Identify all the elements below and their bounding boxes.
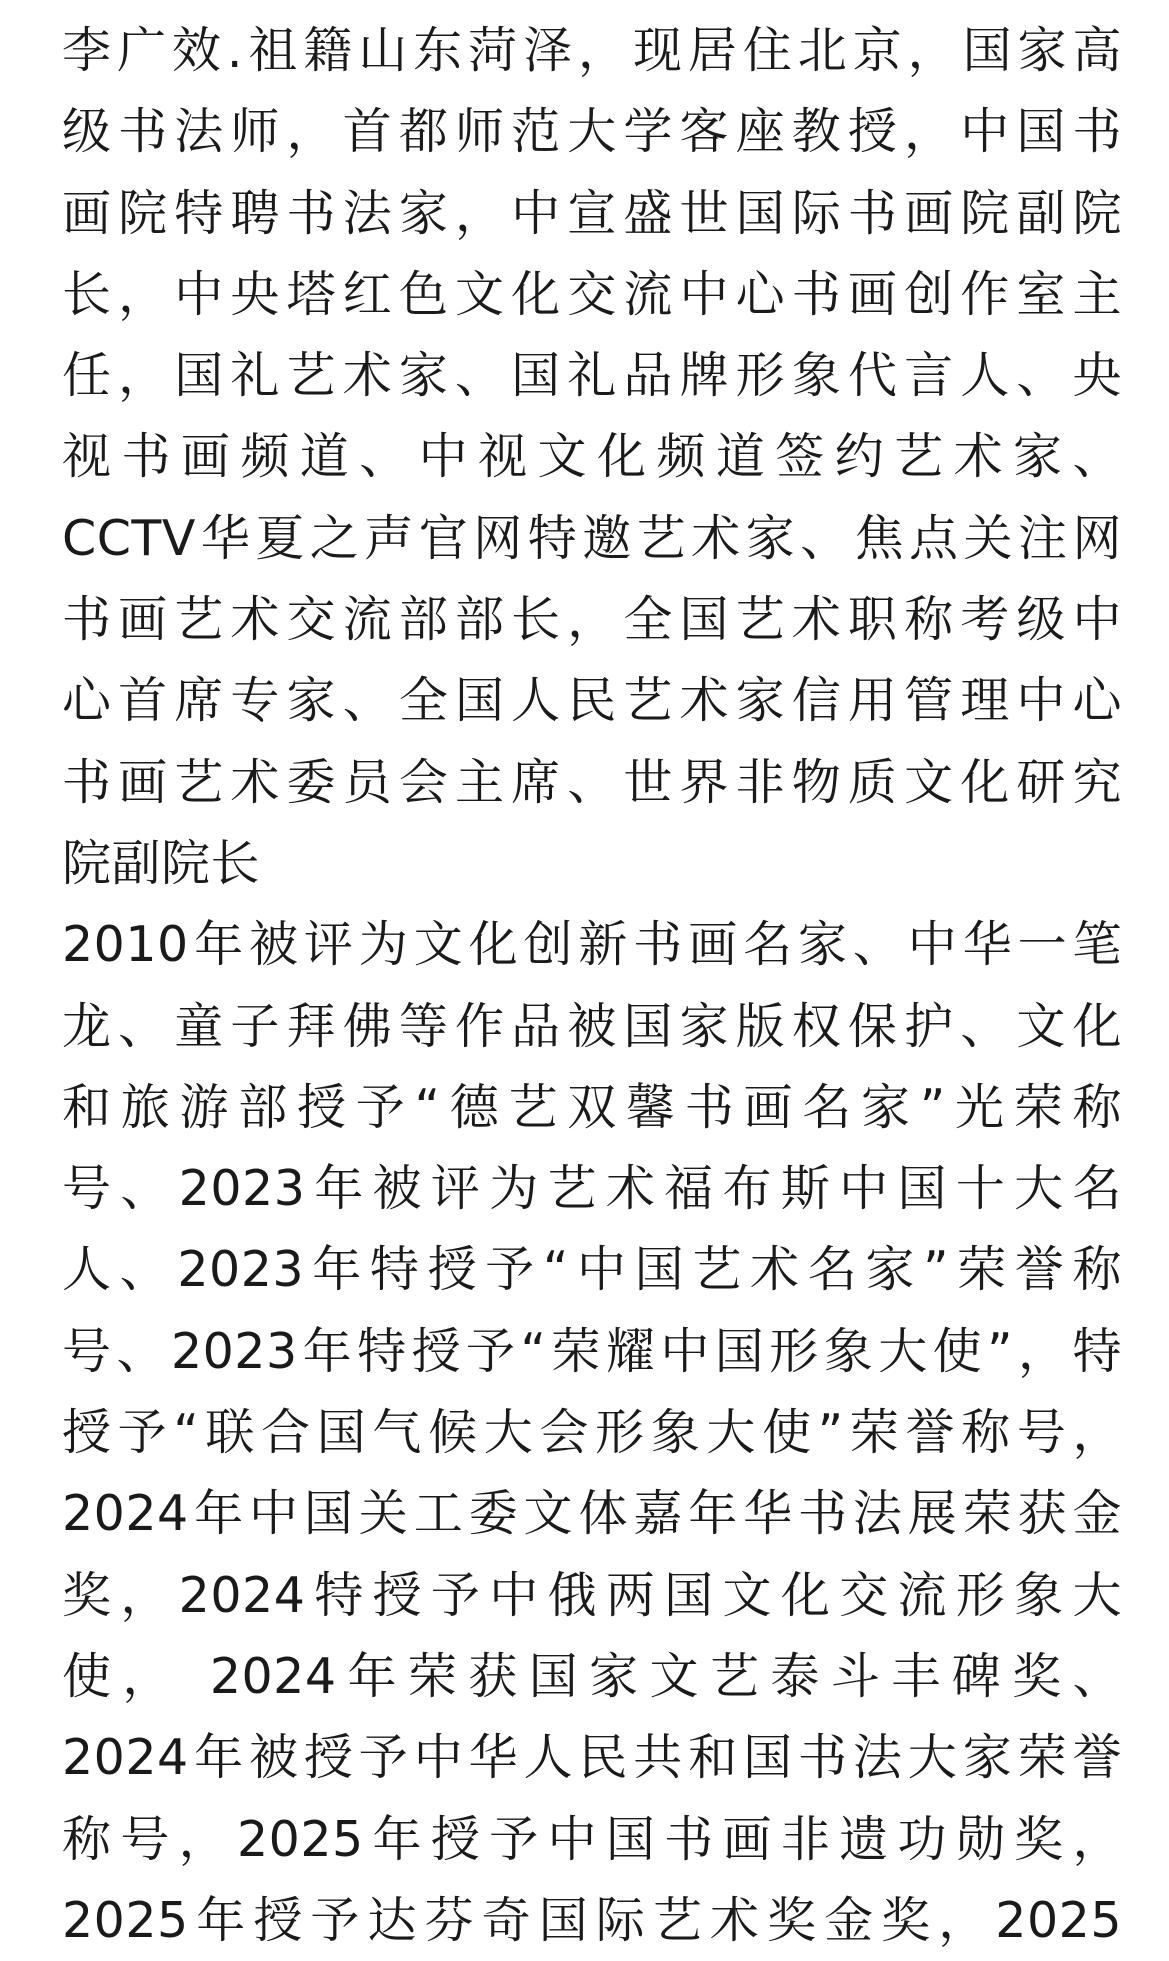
text-line: 任，国礼艺术家、国礼品牌形象代言人、央: [62, 347, 1122, 405]
article-body: [62, 10, 1122, 1961]
text-line: 号、2023年特授予“荣耀中国形象大使”，特: [62, 1322, 1122, 1380]
text-line: 书画艺术交流部部长，全国艺术职称考级中: [62, 591, 1122, 649]
text-line: 人、2023年特授予“中国艺术名家”荣誉称: [62, 1241, 1122, 1299]
text-line: 长，中央塔红色文化交流中心书画创作室主: [62, 265, 1122, 323]
text-line: 2024年被授予中华人民共和国书法大家荣誉: [62, 1729, 1122, 1787]
text-line: 院副院长: [62, 834, 261, 892]
text-line: 视书画频道、中视文化频道签约艺术家、: [62, 428, 1122, 486]
text-line: 奖，2024特授予中俄两国文化交流形象大: [62, 1566, 1122, 1624]
text-line: 使， 2024年荣获国家文艺泰斗丰碑奖、: [62, 1647, 1122, 1705]
text-line: 称号，2025年授予中国书画非遗功勋奖，: [62, 1810, 1122, 1868]
text-line: 龙、童子拜佛等作品被国家版权保护、文化: [62, 997, 1122, 1055]
text-line: 画院特聘书法家，中宣盛世国际书画院副院: [62, 184, 1122, 242]
text-line: CCTV华夏之声官网特邀艺术家、焦点关注网: [62, 509, 1122, 567]
text-line: 2010年被评为文化创新书画名家、中华一笔: [62, 916, 1122, 974]
text-line: 和旅游部授予“德艺双馨书画名家”光荣称: [62, 1078, 1122, 1136]
text-line: 书画艺术委员会主席、世界非物质文化研究: [62, 753, 1122, 811]
text-line: 心首席专家、全国人民艺术家信用管理中心: [62, 672, 1122, 730]
text-line: 李广效.祖籍山东菏泽，现居住北京，国家高: [62, 22, 1122, 79]
text-line: 2025年授予达芬奇国际艺术奖金奖，2025: [62, 1891, 1122, 1949]
text-line: 授予“联合国气候大会形象大使”荣誉称号，: [62, 1404, 1122, 1462]
text-line: 号、2023年被评为艺术福布斯中国十大名: [62, 1160, 1122, 1218]
text-line: 2024年中国关工委文体嘉年华书法展荣获金: [62, 1485, 1122, 1543]
text-line: 级书法师，首都师范大学客座教授，中国书: [62, 103, 1122, 161]
